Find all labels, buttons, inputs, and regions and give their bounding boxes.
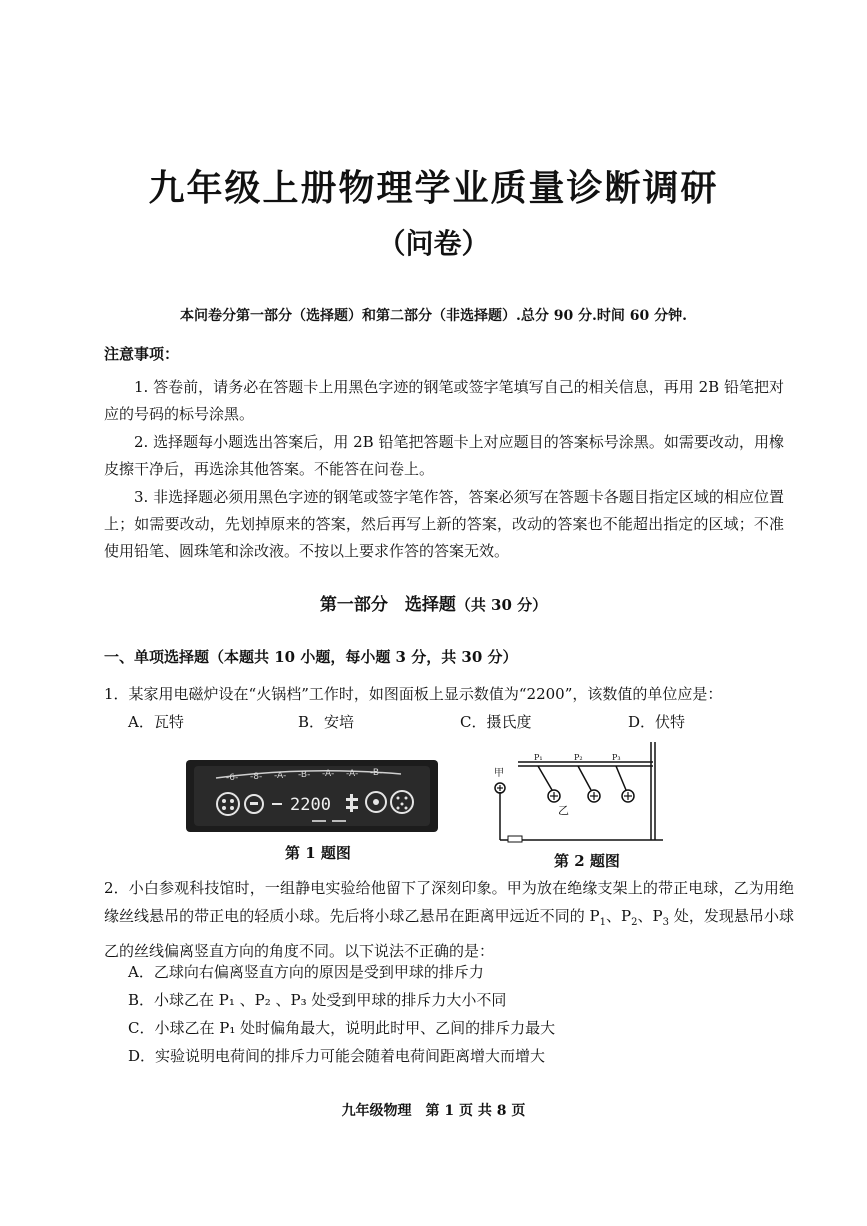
q2-sub-2: 2 — [631, 917, 638, 928]
q2-option-b: B．小球乙在 P₁ 、P₂ 、P₃ 处受到甲球的排斥力大小不同 — [128, 991, 507, 1009]
notice-title: 注意事项： — [104, 345, 180, 363]
svg-text:-A-: -A- — [322, 769, 335, 779]
q1-option-b: B．安培 — [298, 713, 355, 731]
page-subtitle: （问卷） — [377, 227, 490, 260]
section-title — [0, 590, 867, 615]
section-title-text: 第一部分 选择题 — [319, 595, 456, 615]
page-footer: 九年级物理 第 1 页 共 8 页 — [341, 1103, 526, 1119]
notice-item-1: 1. 答卷前，请务必在答题卡上用黑色字迹的钢笔或签字笔填写自己的相关信息，再用 2B 铅笔把对应的号码的标号涂黑。 — [104, 378, 784, 423]
figure-1-caption: 第 1 题图 — [285, 844, 351, 862]
label-p2: P₂ — [574, 753, 583, 762]
exam-intro: 本问卷分第一部分（选择题）和第二部分（非选择题）.总分 90 分.时间 60 分钟. — [179, 308, 688, 324]
notice-item-2: 2. 选择题每小题选出答案后，用 2B 铅笔把答题卡上对应题目的答案标号涂黑。如需要改动，用橡皮擦干净后，再选涂其他答案。不能答在问卷上。 — [104, 433, 784, 478]
svg-text:-6-: -6- — [226, 773, 239, 783]
notice-item-3: 3. 非选择题必须用黑色字迹的钢笔或签字笔作答，答案必须写在答题卡各题目指定区域的相应位置上；如需要改动，先划掉原来的答案，然后再写上新的答案，改动的答案也不能超出指定的区域；不准使用铅笔、圆珠笔和涂改液。不按以上要求作答的答案无效。 — [104, 488, 784, 560]
q2-option-a: A．乙球向右偏离竖直方向的原因是受到甲球的排斥力 — [128, 963, 484, 981]
q2-sub-3: 3 — [662, 917, 670, 928]
electrostatic-experiment-figure — [488, 740, 668, 850]
q2-stem-part-a: 2．小白参观科技馆时，一组静电实验给他留下了深刻印象。甲为放在绝缘支架上的带正电球，乙为用绝缘丝线悬吊的带正电的轻质小球。先后将小球乙悬吊在距离甲远近不同的 P — [104, 879, 794, 925]
svg-text:-A-: -A- — [346, 769, 359, 779]
label-jia: 甲 — [494, 768, 504, 779]
svg-text:-A-: -A- — [274, 771, 287, 781]
question-2-stem — [104, 874, 794, 965]
svg-text:-B-: -B- — [370, 768, 383, 778]
induction-cooker-panel-figure — [186, 760, 438, 832]
q2-stem-part-c: 、P — [637, 907, 663, 925]
label-yi: 乙 — [558, 804, 569, 817]
question-1-stem: 1．某家用电磁炉设在“火锅档”工作时，如图面板上显示数值为“2200”，该数值的单位应是： — [104, 685, 723, 703]
label-p3: P₃ — [612, 753, 621, 762]
q2-sub-1: 1 — [599, 917, 606, 928]
figure-2-caption: 第 2 题图 — [554, 852, 620, 870]
panel-display-value: 2200 — [290, 795, 331, 815]
q2-stem-part-b: 、P — [606, 907, 632, 925]
label-p1: P₁ — [534, 753, 543, 762]
q2-option-c: C．小球乙在 P₁ 处时偏角最大，说明此时甲、乙间的排斥力最大 — [128, 1019, 556, 1037]
q1-option-d: D．伏特 — [628, 713, 686, 731]
section-score: （共 30 分） — [455, 596, 548, 614]
q1-option-a: A．瓦特 — [128, 713, 184, 731]
q2-stem-part-d: 处，发现悬吊小球乙的丝线偏离竖直方向的角度不同。以下说法不正确的是： — [104, 907, 794, 960]
q2-option-d: D．实验说明电荷间的排斥力可能会随着电荷间距离增大而增大 — [128, 1047, 546, 1065]
q1-option-c: C．摄氏度 — [460, 713, 532, 731]
svg-text:-8-: -8- — [250, 772, 263, 782]
question-1-options — [128, 708, 788, 736]
svg-text:-B-: -B- — [298, 770, 311, 780]
page-title: 九年级上册物理学业质量诊断调研 — [148, 167, 719, 209]
part-heading: 一、单项选择题（本题共 10 小题，每小题 3 分，共 30 分） — [104, 648, 518, 666]
